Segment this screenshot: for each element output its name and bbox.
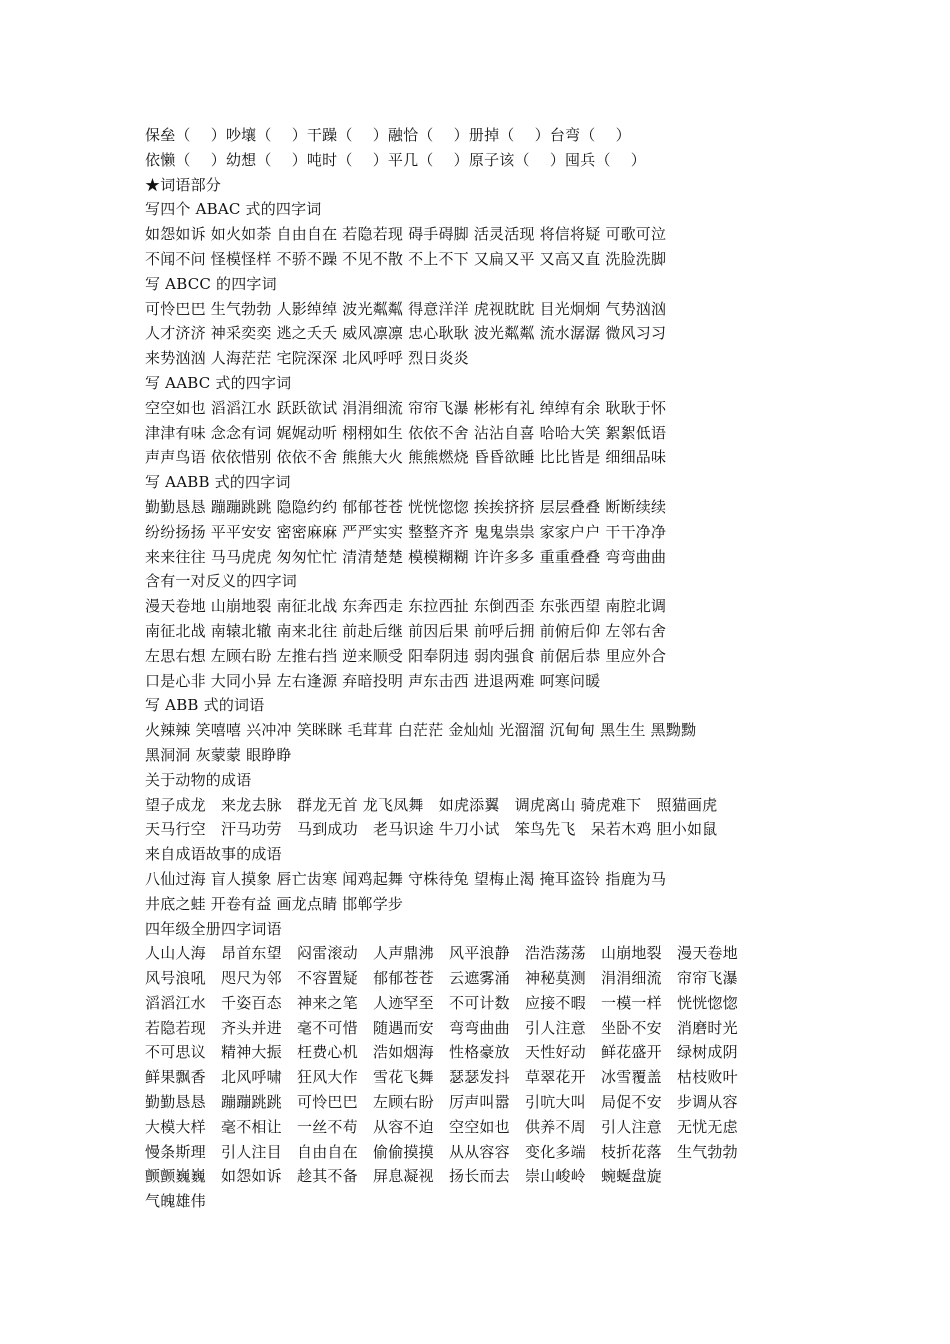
text-line: 空空如也 滔滔江水 跃跃欲试 涓涓细流 帘帘飞瀑 彬彬有礼 绰绰有余 耿耿于怀 [145,398,667,417]
text-line: 勤勤恳恳 蹦蹦跳跳 可怜巴巴 左顾右盼 厉声叫嚣 引吭大叫 局促不安 步调从容 [145,1093,738,1112]
text-line: 天马行空 汗马功劳 马到成功 老马识途 牛刀小试 笨鸟先飞 呆若木鸡 胆小如鼠 [145,820,718,839]
text-line: 写 AABC 式的四字词 [145,373,292,392]
text-line: 人山人海 昂首东望 闷雷滚动 人声鼎沸 风平浪静 浩浩荡荡 山崩地裂 漫天卷地 [145,944,738,963]
text-line: 纷纷扬扬 平平安安 密密麻麻 严严实实 整整齐齐 鬼鬼祟祟 家家户户 干干净净 [145,522,667,541]
text-line: 颤颤巍巍 如怨如诉 趁其不备 屏息凝视 扬长而去 崇山峻岭 蜿蜒盘旋 [145,1167,662,1186]
text-line: 不可思议 精神大振 枉费心机 浩如烟海 性格豪放 天性好动 鲜花盛开 绿树成阴 [145,1043,738,1062]
text-line: 漫天卷地 山崩地裂 南征北战 东奔西走 东拉西扯 东倒西歪 东张西望 南腔北调 [145,597,667,616]
text-line: 来来往往 马马虎虎 匆匆忙忙 清清楚楚 模模糊糊 许许多多 重重叠叠 弯弯曲曲 [145,547,667,566]
text-line: 写 AABB 式的四字词 [145,473,291,492]
text-line: 八仙过海 盲人摸象 唇亡齿寒 闻鸡起舞 守株待兔 望梅止渴 掩耳盗铃 指鹿为马 [145,869,667,888]
text-line: 来势汹汹 人海茫茫 宅院深深 北风呼呼 烈日炎炎 [145,349,469,368]
text-line: 井底之蛙 开卷有益 画龙点睛 邯郸学步 [145,894,404,913]
text-line: 不闻不问 怪模怪样 不骄不躁 不见不散 不上不下 又扁又平 又高又直 洗脸洗脚 [145,249,667,268]
text-line: 津津有味 念念有词 娓娓动听 栩栩如生 依依不舍 沾沾自喜 哈哈大笑 絮絮低语 [145,423,667,442]
text-line: 依懒（ ）幼想（ ）吨时（ ）平几（ ）原子该（ ）囤兵（ ） [145,150,647,169]
text-line: 声声鸟语 依依惜别 依依不舍 熊熊大火 熊熊燃烧 昏昏欲睡 比比皆是 细细品味 [145,448,667,467]
text-line: 来自成语故事的成语 [145,845,282,864]
text-line: 含有一对反义的四字词 [145,572,298,591]
document-body [145,123,765,1214]
text-line: 写 ABCC 的四字词 [145,274,277,293]
text-line: 南征北战 南辕北辙 南来北往 前赴后继 前因后果 前呼后拥 前俯后仰 左邻右舍 [145,621,667,640]
text-line: 火辣辣 笑嘻嘻 兴冲冲 笑眯眯 毛茸茸 白茫茫 金灿灿 光溜溜 沉甸甸 黑生生 黑黝黝 [145,721,697,740]
text-line: 写 ABB 式的词语 [145,696,265,715]
text-line: 保垒（ ）吵壤（ ）干躁（ ）融恰（ ）册掉（ ）台弯（ ） [145,126,631,144]
text-line: 口是心非 大同小异 左右逢源 弃暗投明 声东击西 进退两难 呵寒问暖 [145,671,601,690]
text-line: 慢条斯理 引人注目 自由自在 偷偷摸摸 从从容容 变化多端 枝折花落 生气勃勃 [145,1142,738,1161]
text-line: 鲜果飘香 北风呼啸 狂风大作 雪花飞舞 瑟瑟发抖 草翠花开 冰雪覆盖 枯枝败叶 [145,1068,738,1087]
text-line: 如怨如诉 如火如荼 自由自在 若隐若现 碍手碍脚 活灵活现 将信将疑 可歌可泣 [145,225,667,244]
text-line: ★词语部分 [145,175,222,194]
text-line: 人才济济 神采奕奕 逃之夭夭 威风凛凛 忠心耿耿 波光粼粼 流水潺潺 微风习习 [145,324,667,343]
text-line: 若隐若现 齐头并进 毫不可惜 随遇而安 弯弯曲曲 引人注意 坐卧不安 消磨时光 [145,1018,738,1037]
text-line: 左思右想 左顾右盼 左推右挡 逆来顺受 阳奉阴违 弱肉强食 前倨后恭 里应外合 [145,646,667,665]
text-line: 望子成龙 来龙去脉 群龙无首 龙飞凤舞 如虎添翼 调虎离山 骑虎难下 照猫画虎 [145,795,718,814]
text-line: 滔滔江水 千姿百态 神来之笔 人迹罕至 不可计数 应接不暇 一模一样 恍恍惚惚 [145,993,738,1012]
text-line: 四年级全册四字词语 [145,919,282,938]
text-line: 气魄雄伟 [145,1192,206,1211]
text-line: 可怜巴巴 生气勃勃 人影绰绰 波光粼粼 得意洋洋 虎视眈眈 目光炯炯 气势汹汹 [145,299,667,318]
text-line: 大模大样 毫不相让 一丝不苟 从容不迫 空空如也 供养不周 引人注意 无忧无虑 [145,1117,738,1136]
text-line: 关于动物的成语 [145,770,252,789]
text-line: 风号浪吼 咫尺为邻 不容置疑 郁郁苍苍 云遮雾涌 神秘莫测 涓涓细流 帘帘飞瀑 [145,969,738,988]
text-line: 黑洞洞 灰蒙蒙 眼睁睁 [145,745,292,764]
text-line: 勤勤恳恳 蹦蹦跳跳 隐隐约约 郁郁苍苍 恍恍惚惚 挨挨挤挤 层层叠叠 断断续续 [145,497,667,516]
text-line: 写四个 ABAC 式的四字词 [145,200,322,219]
